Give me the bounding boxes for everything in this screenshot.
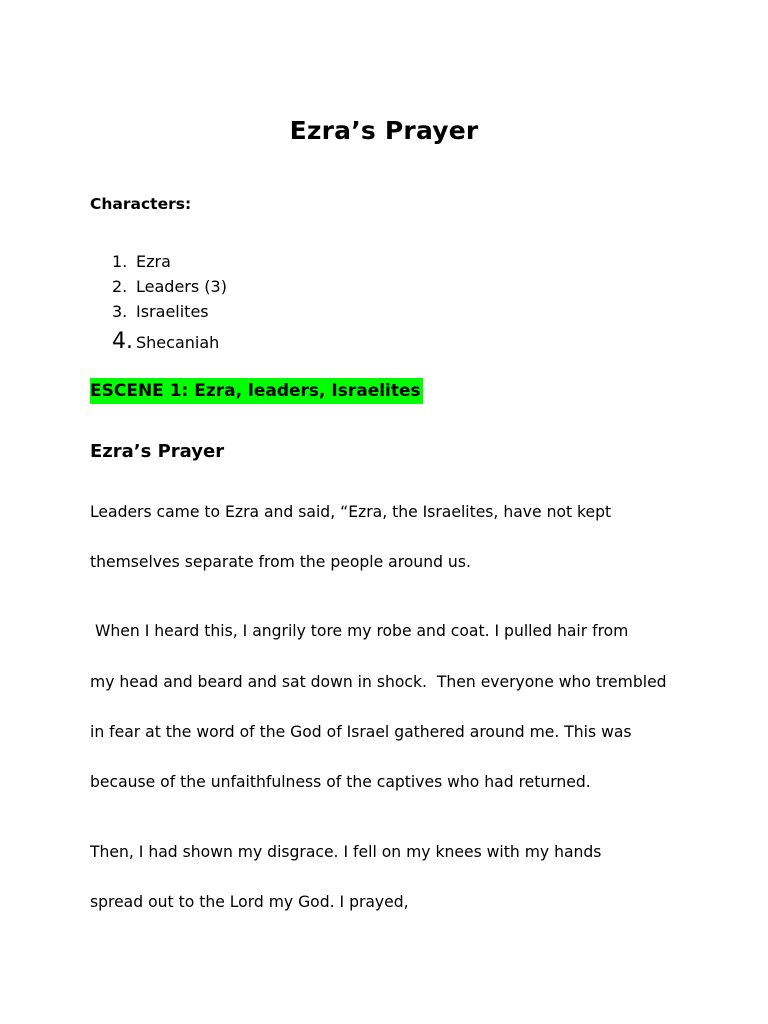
list-item — [112, 251, 227, 276]
characters-label: Characters: — [90, 195, 192, 213]
body-line: spread out to the Lord my God. I prayed, — [90, 893, 409, 911]
body-line: Leaders came to Ezra and said, “Ezra, the Israelites, have not kept — [90, 503, 612, 521]
character-name: Israelites — [136, 302, 209, 321]
character-name: Leaders (3) — [136, 277, 227, 296]
character-name: Ezra — [136, 252, 171, 271]
list-number: 3. — [112, 302, 128, 321]
document-title: Ezra’s Prayer — [289, 116, 479, 145]
body-line: my head and beard and sat down in shock. Then everyone who trembled — [90, 673, 667, 691]
body-line: in fear at the word of the God of Israel gathered around me. This was — [90, 723, 632, 741]
list-number: 2. — [112, 277, 128, 296]
body-line: because of the unfaithfulness of the captives who had returned. — [90, 773, 591, 791]
characters-list — [112, 251, 227, 358]
list-number: 1. — [112, 252, 128, 271]
body-line: themselves separate from the people around us. — [90, 553, 471, 571]
list-item — [112, 326, 227, 358]
list-item — [112, 301, 227, 326]
character-name: Shecaniah — [136, 333, 220, 352]
list-item — [112, 276, 227, 301]
body-line: Then, I had shown my disgrace. I fell on my knees with my hands — [90, 843, 602, 861]
body-line: When I heard this, I angrily tore my robe and coat. I pulled hair from — [90, 622, 629, 640]
section-heading: Ezra’s Prayer — [90, 441, 225, 462]
scene-heading-highlighted: ESCENE 1: Ezra, leaders, Israelites — [90, 378, 423, 404]
list-number: 4. — [112, 329, 133, 354]
